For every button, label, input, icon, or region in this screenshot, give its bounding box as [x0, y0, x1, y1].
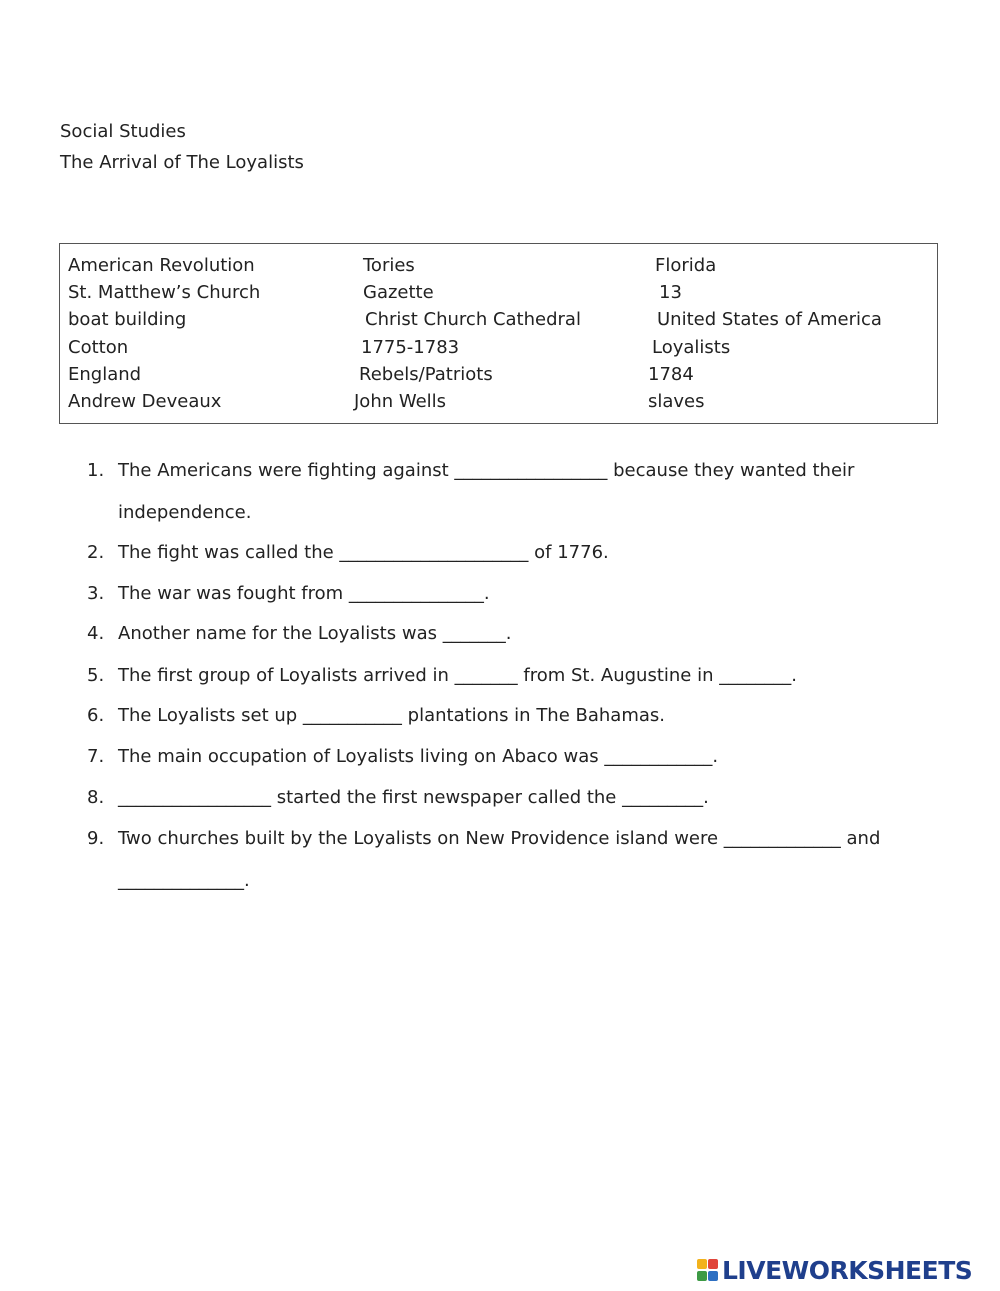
word-bank-item: St. Matthew’s Church	[68, 282, 261, 303]
word-bank-item: United States of America	[657, 309, 882, 330]
question-text: The war was fought from _______________.	[118, 583, 490, 604]
word-bank-item: 1775-1783	[361, 337, 460, 358]
word-bank-item: Andrew Deveaux	[68, 391, 222, 412]
question-number: 5.	[87, 665, 105, 686]
word-bank-item: Rebels/Patriots	[359, 364, 493, 385]
word-bank-item: Cotton	[68, 337, 129, 358]
question-text: The main occupation of Loyalists living on Abaco was ____________.	[118, 746, 719, 767]
question-number: 8.	[87, 787, 105, 808]
question-text-continued: independence.	[118, 502, 252, 523]
question-number: 6.	[87, 705, 105, 726]
word-bank-item: Gazette	[363, 282, 434, 303]
question-number: 1.	[87, 460, 105, 481]
word-bank-item: 1784	[648, 364, 694, 385]
word-bank-item: 13	[659, 282, 682, 303]
question-number: 9.	[87, 828, 105, 849]
question-text: Another name for the Loyalists was _______.	[118, 623, 512, 644]
word-bank-item: England	[68, 364, 142, 385]
word-bank-item: slaves	[648, 391, 705, 412]
question-text: The fight was called the _____________________ of 1776.	[118, 542, 609, 563]
question-text: The Americans were fighting against _________________ because they wanted their	[118, 460, 855, 481]
logo-text: LIVEWORKSHEETS	[722, 1256, 973, 1285]
worksheet-title: The Arrival of The Loyalists	[60, 152, 304, 173]
question-text: Two churches built by the Loyalists on New Providence island were _____________ and	[118, 828, 881, 849]
word-bank-item: boat building	[68, 309, 187, 330]
word-bank-item: Florida	[655, 255, 717, 276]
word-bank-item: John Wells	[354, 391, 447, 412]
question-text: _________________ started the first newspaper called the _________.	[118, 787, 709, 808]
liveworksheets-logo-icon	[697, 1259, 719, 1283]
question-text: The Loyalists set up ___________ plantations in The Bahamas.	[118, 705, 665, 726]
word-bank-item: American Revolution	[68, 255, 255, 276]
question-text-continued: ______________.	[118, 870, 250, 891]
liveworksheets-logo	[697, 1257, 972, 1285]
word-bank-item: Christ Church Cathedral	[365, 309, 581, 330]
word-bank-item: Loyalists	[652, 337, 731, 358]
subject-heading: Social Studies	[60, 121, 186, 142]
word-bank-item: Tories	[363, 255, 415, 276]
question-text: The first group of Loyalists arrived in _______ from St. Augustine in ________.	[118, 665, 797, 686]
question-number: 2.	[87, 542, 105, 563]
question-number: 4.	[87, 623, 105, 644]
question-number: 3.	[87, 583, 105, 604]
question-number: 7.	[87, 746, 105, 767]
